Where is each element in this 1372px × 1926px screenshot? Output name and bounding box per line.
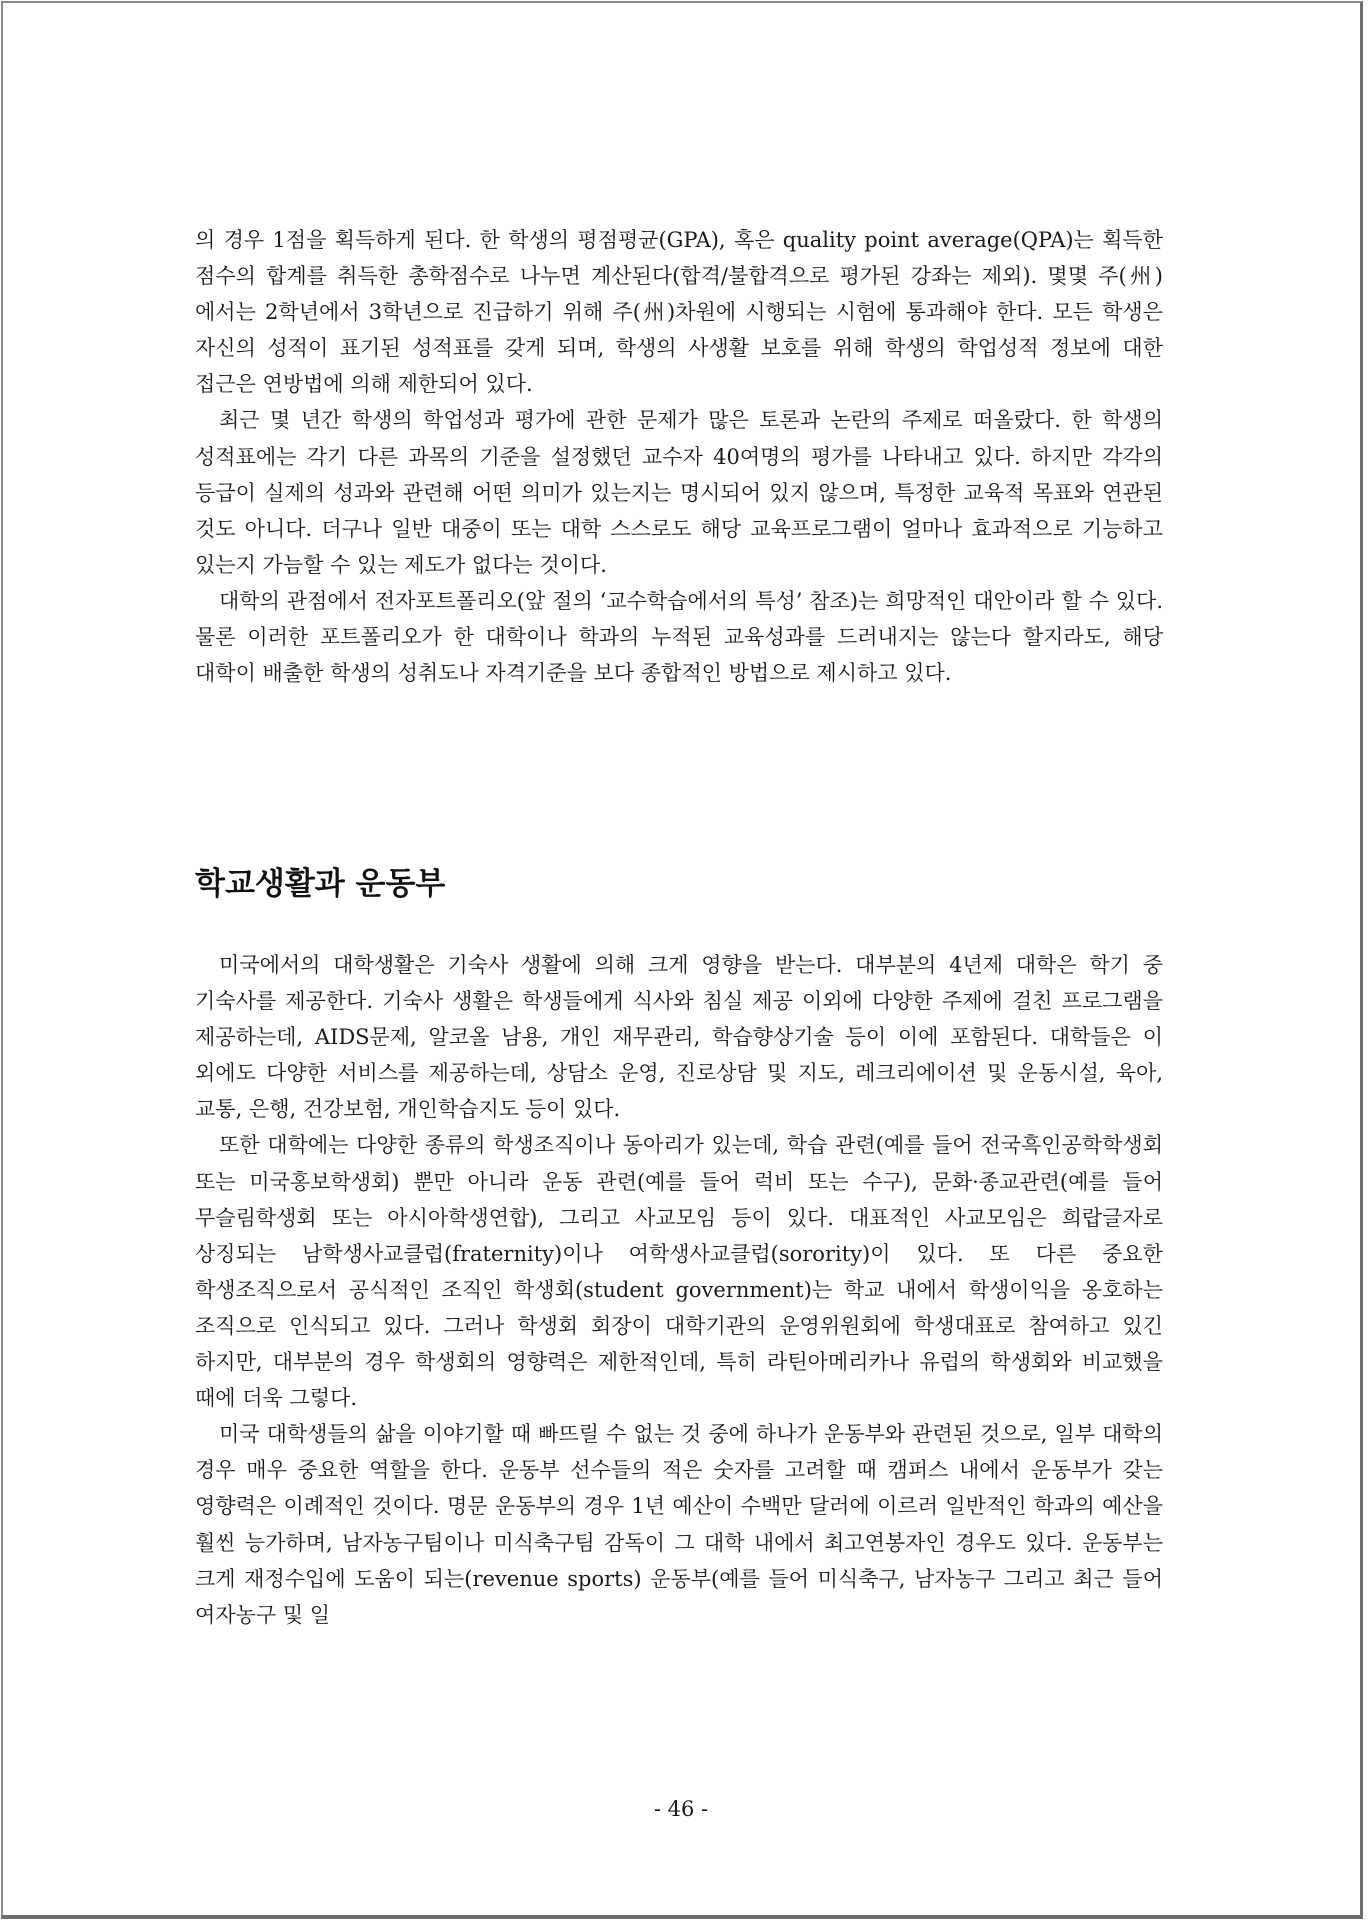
page-number: - 46 - (653, 1797, 709, 1821)
paragraph: 미국 대학생들의 삶을 이야기할 때 빠뜨릴 수 없는 것 중에 하나가 운동부와 관련된 것으로, 일부 대학의 경우 매우 중요한 역할을 한다. 운동부 선수들의 적은 숫자를 고려할 때 캠퍼스 내에서 운동부가 갖는 영향력은 이례적인 것이다. 명문 운동부의 경우 1년 예산이 수백만 달러에 이르러 일반적인 학과의 예산을 훨씬 능가하며, 남자농구팀이나 미식축구팀 감독이 그 대학 내에서 최고연봉자인 경우도 있다. 운동부는 크게 재정수입에 도움이 되는(revenue sports) 운동부(예를 들어 미식축구, 남자농구 그리고 최근 들어 여자농구 및 일 (195, 1422, 1163, 1627)
paragraph: 의 경우 1점을 획득하게 된다. 한 학생의 평점평균(GPA), 혹은 quality point average(QPA)는 획득한 점수의 합계를 취득한 총학점수로 나누면 계산된다(합격/불합격으로 평가된 강좌는 제외). 몇몇 주(州)에서는 2학년에서 3학년으로 진급하기 위해 주(州)차원에 시행되는 시험에 통과해야 한다. 모든 학생은 자신의 성적이 표기된 성적표를 갖게 되며, 학생의 사생활 보호를 위해 학생의 학업성적 정보에 대한 접근은 연방법에 의해 제한되어 있다. (195, 228, 1163, 397)
paragraph: 최근 몇 년간 학생의 학업성과 평가에 관한 문제가 많은 토론과 논란의 주제로 떠올랐다. 한 학생의 성적표에는 각기 다른 과목의 기준을 설정했던 교수자 40여명의 평가를 나타내고 있다. 하지만 각각의 등급이 실제의 성과와 관련해 어떤 의미가 있는지는 명시되어 있지 않으며, 특정한 교육적 목표와 연관된 것도 아니다. 더구나 일반 대중이 또는 대학 스스로도 해당 교육프로그램이 얼마나 효과적으로 기능하고 있는지 가늠할 수 있는 제도가 없다는 것이다. (195, 408, 1163, 577)
paragraph: 또한 대학에는 다양한 종류의 학생조직이나 동아리가 있는데, 학습 관련(예를 들어 전국흑인공학학생회 또는 미국홍보학생회) 뿐만 아니라 운동 관련(예를 들어 럭비 또는 수구), 문화·종교관련(예를 들어 무슬림학생회 또는 아시아학생연합), 그리고 사교모임 등이 있다. 대표적인 사교모임은 희랍글자로 상징되는 남학생사교클럽(fraternity)이나 여학생사교클럽(sorority)이 있다. 또 다른 중요한 학생조직으로서 공식적인 조직인 학생회(student government)는 학교 내에서 학생이익을 옹호하는 조직으로 인식되고 있다. 그러나 학생회 회장이 대학기관의 운영위원회에 학생대표로 참여하고 있긴 하지만, 대부분의 경우 학생회의 영향력은 제한적인데, 특히 라틴아메리카나 유럽의 학생회와 비교했을 때에 더욱 그렇다. (195, 1133, 1163, 1411)
section-2 (195, 947, 1163, 1633)
section-heading: 학교생활과 운동부 (195, 866, 446, 902)
section-heading-wrap (195, 864, 445, 904)
paragraph: 미국에서의 대학생활은 기숙사 생활에 의해 크게 영향을 받는다. 대부분의 4년제 대학은 학기 중 기숙사를 제공한다. 기숙사 생활은 학생들에게 식사와 침실 제공 이외에 다양한 주제에 걸친 프로그램을 제공하는데, AIDS문제, 알코올 남용, 개인 재무관리, 학습향상기술 등이 이에 포함된다. 대학들은 이 외에도 다양한 서비스를 제공하는데, 상담소 운영, 진로상담 및 지도, 레크리에이션 및 운동시설, 육아, 교통, 은행, 건강보험, 개인학습지도 등이 있다. (195, 953, 1163, 1122)
paragraph: 대학의 관점에서 전자포트폴리오(앞 절의 ‘교수학습에서의 특성’ 참조)는 희망적인 대안이라 할 수 있다. 물론 이러한 포트폴리오가 한 대학이나 학과의 누적된 교육성과를 드러내지는 않는다 할지라도, 해당 대학이 배출한 학생의 성취도나 자격기준을 보다 종합적인 방법으로 제시하고 있다. (195, 588, 1163, 686)
section-1 (195, 222, 1163, 691)
